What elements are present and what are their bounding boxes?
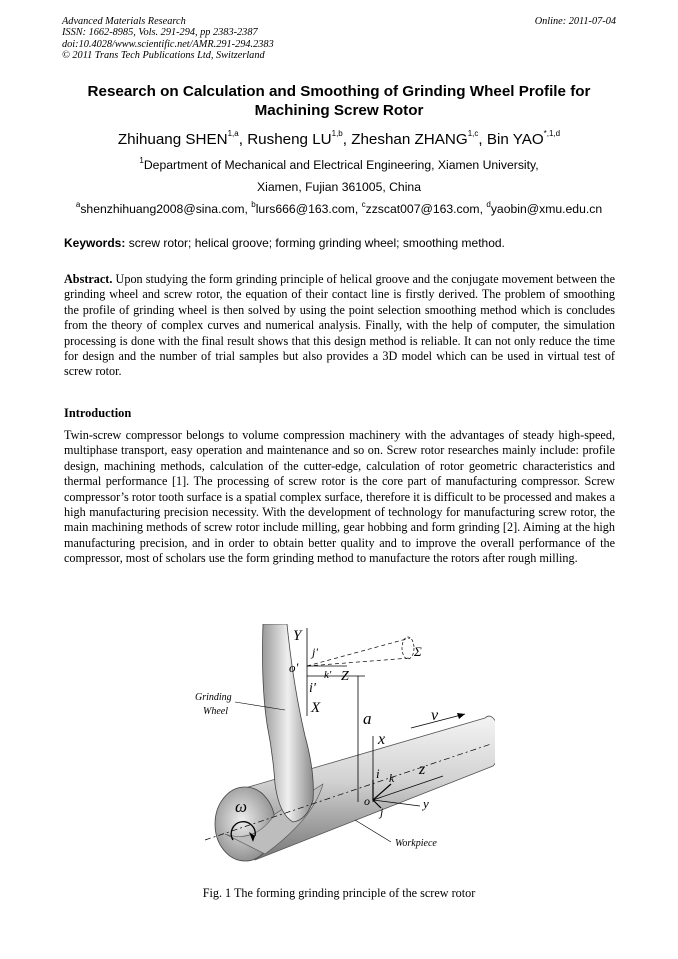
label-omega: ω	[235, 797, 248, 816]
copyright: © 2011 Trans Tech Publications Ltd, Switzerland	[62, 49, 265, 61]
abstract: Abstract. Upon studying the form grinding principle of helical groove and the conjugate movement between the grinding wheel and screw rotor, the equation of their contact line is firstly derived. The problem of smoothing the profile of grinding wheel is then solved by using the point selection smoothing method which is concludes from the theory of complex curves and numerical analysis. Finally, with the help of computer, the simulation processing is done with the final result shows that this design method is reliable. It can not only reduce the time for design and the number of trial samples but also provides a 3D model which can be used in virtual test of screw rotor.	[64, 272, 615, 379]
online-date: Online: 2011-07-04	[534, 16, 616, 27]
axis-kp: k'	[324, 669, 332, 681]
email: $^c$zzscat007@163.com,	[361, 200, 487, 216]
author: Rusheng LU$^{1,b}$,	[247, 129, 352, 148]
label-grinding: Grinding	[195, 692, 232, 703]
issn: ISSN: 1662-8985, Vols. 291-294, pp 2383-2387	[62, 27, 258, 39]
paper-title: Research on Calculation and Smoothing of Grinding Wheel Profile for Machining Screw Rotor	[87, 83, 591, 119]
axis-jp: j'	[312, 645, 318, 659]
journal-header	[62, 16, 274, 61]
axis-Z: Z	[341, 669, 349, 684]
keywords: Keywords: screw rotor; helical groove; forming grinding wheel; smoothing method.	[64, 236, 505, 250]
section-heading-introduction: Introduction	[64, 406, 132, 420]
author: Zhihuang SHEN$^{1,a}$,	[117, 129, 248, 148]
label-a: a	[363, 709, 372, 728]
label-sigma: Σ	[414, 644, 422, 659]
author: Zheshan ZHANG$^{1,c}$,	[351, 129, 487, 148]
label-v: v	[431, 707, 439, 724]
axis-j: j	[380, 805, 384, 819]
origin-o: o	[364, 794, 370, 808]
axis-y: y	[423, 796, 429, 811]
email-list	[40, 202, 638, 216]
axis-ip: i'	[309, 681, 316, 696]
figure-caption: Fig. 1 The forming grinding principle of the screw rotor	[202, 886, 476, 900]
axis-Y: Y	[293, 628, 302, 644]
axis-k: k	[389, 771, 395, 785]
email: $^a$shenzhihuang2008@sina.com,	[75, 200, 252, 216]
doi: doi:10.4028/www.scientific.net/AMR.291-294.2383	[62, 38, 274, 50]
affiliation-line-1: $^1$Department of Mechanical and Electrical Engineering, Xiamen University,	[139, 156, 539, 172]
journal-name: Advanced Materials Research	[62, 16, 186, 27]
introduction-paragraph: Twin-screw compressor belongs to volume compression machinery with the advantages of steady high-speed, multiphase transport, easy operation and maintenance and so on. Screw rotor researches mainly include: profile design, machining methods, calculation of the cutter-edge, calculation of rotor geometric characteristics and thermal performance [1]. The processing of screw rotor is the core part of manufacturing compressor. Screw compressor’s rotor tooth surface is a spatial complex surface, therefore it is difficult to be processed and makes a high manufacturing precision necessity. With the development of technology for manufacturing screw rotor, the main machining methods of screw rotor include milling, gear hobbing and form grinding [2]. Aiming at the high manufacturing precision, and in order to obtain better quality and to improve the overall performance of the compressor, most of scholars use the form grinding method to manufacture the rotors after rough milling.	[64, 428, 615, 566]
email: $^d$yaobin@xmu.edu.cn	[486, 200, 603, 216]
affiliation-line-2: Xiamen, Fujian 361005, China	[257, 180, 421, 194]
axis-X: X	[311, 700, 321, 716]
axis-i: i	[376, 766, 380, 781]
axis-x: x	[378, 731, 386, 748]
email: $^b$lurs666@163.com,	[251, 200, 362, 216]
author-list	[40, 131, 638, 148]
figure-grinding-principle	[195, 624, 495, 874]
label-workpiece: Workpiece	[395, 838, 437, 849]
axis-z: z	[419, 761, 426, 778]
origin-op: o'	[289, 660, 299, 675]
author: Bin $YAO^{*,1,d}$	[486, 129, 561, 148]
label-wheel: Wheel	[203, 706, 228, 717]
